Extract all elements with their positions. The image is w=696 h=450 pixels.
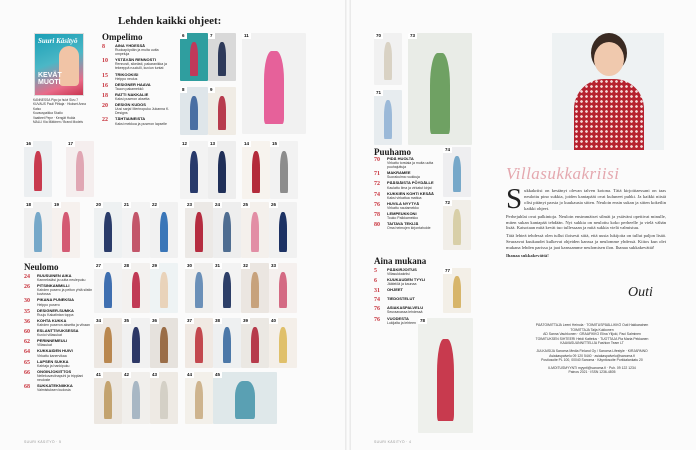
project-thumbnail[interactable] <box>66 141 94 197</box>
editor-face <box>594 42 624 76</box>
project-thumbnail[interactable] <box>208 141 236 199</box>
thumbnail-page-number: 14 <box>244 141 250 146</box>
toc-item[interactable]: 24 RUUSUINEN AIKA Kanneksiäsi ja uutta neulepuku <box>24 273 86 283</box>
project-photo-figure <box>195 212 203 252</box>
project-photo-figure <box>223 212 231 252</box>
page-footer-left: SUURI KÄSITYÖ · 5 <box>24 440 62 444</box>
thumbnail-page-number: 74 <box>445 147 451 152</box>
project-thumbnail[interactable] <box>241 263 269 313</box>
project-thumbnail[interactable] <box>185 318 213 368</box>
thumbnail-page-number: 18 <box>26 202 32 207</box>
project-photo-figure <box>132 381 140 418</box>
project-thumbnail[interactable] <box>150 263 178 313</box>
toc-item[interactable]: 20 DESIGN KUDOS Uusi sarja! Merinopuku Jukanna K. Designs <box>102 102 170 116</box>
project-photo-figure <box>223 272 231 308</box>
project-photo-figure <box>190 96 198 131</box>
toc-item[interactable]: 70 PIDÄ HUOLTA Virkattu torstaia ja muita uutta puuhajuttuja <box>374 156 434 170</box>
toc-item[interactable]: 76 VUODESTA Lukijalta ja lehteen <box>374 315 416 325</box>
project-thumbnail[interactable] <box>122 202 150 258</box>
project-thumbnail[interactable] <box>150 372 178 424</box>
thumbnail-page-number: 19 <box>54 202 60 207</box>
section-title-puuhamo: Puuhamo <box>374 147 412 157</box>
toc-item[interactable]: 74 TIEDOSTELUT <box>374 296 415 304</box>
project-photo-figure <box>104 212 112 252</box>
project-thumbnail[interactable] <box>213 202 241 258</box>
toc-item[interactable]: 74 KUKKIEN KOHTI KESÄÄ Kaksi virkattua mattoa <box>374 190 434 200</box>
project-photo-figure <box>223 327 231 363</box>
project-thumbnail[interactable] <box>150 318 178 368</box>
project-photo-figure <box>160 272 168 308</box>
cover-model-image <box>59 46 79 86</box>
thumbnail-page-number: 20 <box>96 202 102 207</box>
project-thumbnail[interactable] <box>94 318 122 368</box>
project-photo-figure <box>34 212 42 252</box>
thumbnail-page-number: 73 <box>410 33 416 38</box>
toc-item[interactable]: 6 KUUKAUDEN TYYLI Jäätelöä ja kaunaa <box>374 277 426 287</box>
project-thumbnail[interactable] <box>150 202 178 258</box>
project-thumbnail[interactable] <box>242 141 270 199</box>
toc-item[interactable]: 5 PÄÄKIRJOITUS Villasukkakriisi <box>374 267 417 277</box>
project-photo-figure <box>195 327 203 363</box>
project-photo-figure <box>76 151 84 191</box>
toc-item[interactable]: 72 PÄÄSIÄISTA PÖYDÄLLE Kaulattu ilma ja virkatut kirjat <box>374 180 434 190</box>
project-photo-figure <box>430 53 449 134</box>
thumbnail-page-number: 11 <box>244 33 249 38</box>
project-thumbnail[interactable] <box>94 372 122 424</box>
section-title-neulomo: Neulomo <box>24 262 59 272</box>
thumbnail-page-number: 8 <box>182 87 185 92</box>
project-thumbnail[interactable] <box>185 263 213 313</box>
thumbnail-page-number: 70 <box>376 33 382 38</box>
project-photo-figure <box>279 327 287 363</box>
project-thumbnail[interactable] <box>180 87 208 135</box>
thumbnail-page-number: 72 <box>445 200 451 205</box>
editorial-text: Sukkakriisi on kestänyt olevan talven kotona. Tätä kirjoittaessani on taas neulottu pino sukkia, joiden kantapäät ovat kuluneet puhki. Ja kaikki niistä olisi pitänyt parsia jo kuukausia sitten. Neuloin ensin sukan ja sitten kokeilin kaikki ohjeet. Perhejuhlat ovat palkintoja. Neuloin ensimmäiset silmät ja ystäväni opettivat minulle, miten sukan kantapää tehdään. Nyt sukkia on neulottu koko perheelle ja vielä vähän lisää. Katsotaan mitä kevät tuo tullessaan ja mitä sukkia vielä valmistuu. Tätä lehteä tehdessä olen tullut iloisesti siitä, että uusia lukijoita on tullut paljon lisää. Seuraavat kuukaudet kulkevat ohjeiden kanssa ja neulomme yhdessä. Kiitos kun olet mukana lehden parissa ja jaat kanssamme neulomisen ilon. Ihanaa sukkakevättä! Ihanaa sukkakevättä! <box>506 183 666 259</box>
project-photo-figure <box>132 272 140 308</box>
toc-item[interactable]: 76 ASIAKASPALVELU Seuraavassa lehdessä <box>374 305 424 315</box>
project-photo-figure <box>62 212 70 252</box>
project-thumbnail[interactable] <box>241 318 269 368</box>
toc-item[interactable]: 68 SUKKATEKNIIKKA Valmistuksen kudosia <box>24 383 73 393</box>
project-photo-figure <box>384 100 392 140</box>
project-photo-figure <box>453 156 461 192</box>
thumbnail-page-number: 77 <box>445 268 451 273</box>
project-photo-figure <box>279 212 287 252</box>
thumbnail-page-number: 45 <box>215 372 221 377</box>
project-photo-figure <box>34 151 42 191</box>
project-photo-figure <box>132 212 140 252</box>
toc-item[interactable]: 64 KUKKAIDEN HUIVI Virkattu kanervikaa <box>24 348 73 358</box>
thumbnail-page-number: 28 <box>124 263 130 268</box>
thumbnail-page-number: 7 <box>210 33 213 38</box>
thumbnail-page-number: 30 <box>187 263 193 268</box>
project-thumbnail[interactable] <box>122 372 150 424</box>
page-footer-right: SUURI KÄSITYÖ · 4 <box>374 440 412 444</box>
toc-item[interactable]: 26 PITSINKAMMILLI Kahden pusero ja peiton yhtä siistin kuviossa <box>24 283 93 297</box>
toc-item[interactable]: 62 PERINNEMEULI Villasukat <box>24 338 68 348</box>
toc-puuhamo <box>374 157 444 232</box>
project-photo-figure <box>160 381 168 418</box>
project-photo-figure <box>453 276 461 308</box>
thumbnail-page-number: 71 <box>376 90 382 95</box>
thumbnail-page-number: 43 <box>152 372 158 377</box>
toc-item[interactable]: 60 ESLANTTIVUKSESSA Kuvioi villasukat <box>24 328 79 338</box>
project-thumbnail[interactable] <box>213 263 241 313</box>
thumbnail-page-number: 12 <box>182 141 188 146</box>
toc-item[interactable]: 66 ONGINJOKIITTOS Neilekuvaviinapuhi ja tripplani neuloste <box>24 368 84 382</box>
page-heading: Lehden kaikki ohjeet: <box>118 15 222 27</box>
editorial-title: Villasukkakriisi <box>506 164 620 183</box>
project-photo-figure <box>160 212 168 252</box>
toc-item[interactable]: 22 TÄHTIAINEISTA Kaksi mekkoa ja puseron lapselle <box>102 116 167 126</box>
project-thumbnail[interactable] <box>185 372 213 424</box>
toc-item[interactable]: 18 RATTI NAKKALIE Kaksi puseron aksetta <box>102 91 150 102</box>
thumbnail-page-number: 33 <box>271 263 277 268</box>
project-thumbnail[interactable] <box>374 90 402 145</box>
thumbnail-page-number: 25 <box>243 202 249 207</box>
project-thumbnail[interactable] <box>269 202 297 258</box>
toc-item[interactable]: 15 TRIKOOKISI Helppo neulus <box>102 71 139 81</box>
project-photo-figure <box>190 42 198 77</box>
magazine-cover <box>34 33 84 96</box>
thumbnail-page-number: 37 <box>187 318 193 323</box>
project-thumbnail[interactable] <box>269 318 297 368</box>
thumbnail-page-number: 78 <box>420 318 426 323</box>
project-photo-figure <box>160 327 168 363</box>
project-photo-figure <box>190 151 198 193</box>
thumbnail-page-number: 42 <box>124 372 130 377</box>
toc-item[interactable]: 35 DESIGNER-SUMKA Ruuju Kakatintan toppa <box>24 307 74 317</box>
project-photo-figure <box>132 327 140 363</box>
project-thumbnail[interactable] <box>443 147 471 197</box>
thumbnail-page-number: 16 <box>26 141 32 146</box>
toc-item[interactable]: 8 AINA YHDESSÄ Ruokapöydän ja muita uutta ompeluja <box>102 43 159 57</box>
project-photo-figure <box>104 381 112 418</box>
project-thumbnail[interactable] <box>374 33 402 85</box>
thumbnail-page-number: 44 <box>187 372 193 377</box>
project-thumbnail[interactable] <box>408 33 472 145</box>
project-photo-figure <box>218 151 226 193</box>
toc-item[interactable]: 30 PIKANA PUNEKSIA Helppo pusero <box>24 297 74 307</box>
project-thumbnail[interactable] <box>269 263 297 313</box>
thumbnail-page-number: 13 <box>210 141 216 146</box>
project-thumbnail[interactable] <box>24 202 52 258</box>
thumbnail-page-number: 27 <box>96 263 102 268</box>
project-thumbnail[interactable] <box>213 372 277 424</box>
thumbnail-page-number: 39 <box>243 318 249 323</box>
toc-neulomo <box>24 274 94 394</box>
project-photo-figure <box>437 339 454 422</box>
project-thumbnail[interactable] <box>208 33 236 81</box>
project-photo-figure <box>251 272 259 308</box>
thumbnail-page-number: 9 <box>210 87 213 92</box>
toc-ompelimo <box>102 44 172 128</box>
project-thumbnail[interactable] <box>94 263 122 313</box>
toc-item[interactable]: 10 YSTÄVÄN RENNOSTI Rennosti, sikeästi, pakaranikka ja tekeeppä ruudulli, kuviun tuntat <box>102 57 167 71</box>
thumbnail-page-number: 29 <box>152 263 158 268</box>
project-photo-figure <box>251 327 259 363</box>
project-thumbnail[interactable] <box>213 318 241 368</box>
toc-item[interactable]: 78 LEMPEUKKONI Touko Palkkamekko <box>374 211 419 221</box>
thumbnail-page-number: 41 <box>96 372 102 377</box>
project-photo-figure <box>195 272 203 308</box>
thumbnail-page-number: 34 <box>96 318 102 323</box>
project-photo-figure <box>453 209 461 245</box>
project-photo-figure <box>279 272 287 308</box>
toc-item[interactable]: 36 KOHTA KUKKA Kahden puseron aksetta ja vihaan <box>24 317 90 327</box>
project-thumbnail[interactable] <box>122 318 150 368</box>
project-thumbnail[interactable] <box>443 200 471 250</box>
section-title-aina-mukana: Aina mukana <box>374 256 427 266</box>
project-photo-figure <box>235 381 254 418</box>
project-thumbnail[interactable] <box>24 141 52 197</box>
thumbnail-page-number: 35 <box>124 318 130 323</box>
thumbnail-page-number: 22 <box>152 202 158 207</box>
project-thumbnail[interactable] <box>241 202 269 258</box>
project-photo-figure <box>264 51 283 124</box>
project-photo-figure <box>252 151 260 193</box>
thumbnail-page-number: 15 <box>272 141 278 146</box>
editorial-dropcap: S <box>506 183 523 215</box>
thumbnail-page-number: 31 <box>215 263 221 268</box>
thumbnail-page-number: 6 <box>182 33 185 38</box>
project-photo-figure <box>104 272 112 308</box>
editor-dress <box>574 79 644 150</box>
thumbnail-page-number: 21 <box>124 202 130 207</box>
toc-item[interactable]: 71 MAKRAMEE Suorakulma ruukkuja <box>374 170 420 180</box>
project-thumbnail[interactable] <box>122 263 150 313</box>
project-thumbnail[interactable] <box>208 87 236 135</box>
project-thumbnail[interactable] <box>180 33 208 81</box>
toc-item[interactable]: 31 OHJEET <box>374 287 404 295</box>
section-title-ompelimo: Ompelimo <box>102 32 143 42</box>
editor-portrait <box>552 33 664 150</box>
toc-item[interactable]: 76 HUVILA NYYTYÄ Virkattu nautamekko <box>374 200 420 210</box>
thumbnail-page-number: 23 <box>187 202 193 207</box>
project-thumbnail[interactable] <box>443 268 471 313</box>
project-thumbnail[interactable] <box>94 202 122 258</box>
toc-item[interactable]: 80 TAITAVA TEKIJÄ Oma heimojen kirjontaholde <box>374 221 431 231</box>
project-photo-figure <box>218 96 226 131</box>
editor-signature: Outi <box>628 285 653 300</box>
project-photo-figure <box>195 381 203 418</box>
cover-title: KEVÄT MUOTI <box>38 72 62 86</box>
project-photo-figure <box>251 212 259 252</box>
project-thumbnail[interactable] <box>185 202 213 258</box>
project-photo-figure <box>280 151 288 193</box>
thumbnail-page-number: 40 <box>271 318 277 323</box>
toc-item[interactable]: 65 LAPSEN SUKKA Kahtaja ja hankipuku <box>24 358 70 368</box>
project-photo-figure <box>218 42 226 77</box>
thumbnail-page-number: 24 <box>215 202 221 207</box>
project-thumbnail[interactable] <box>270 141 298 199</box>
thumbnail-page-number: 26 <box>271 202 277 207</box>
toc-item[interactable]: 16 DESIGNER HAAVA Tauon pakamekkö <box>102 81 151 91</box>
project-thumbnail[interactable] <box>418 318 473 433</box>
project-thumbnail[interactable] <box>242 33 306 134</box>
cover-logo: Suuri Käsityö <box>38 37 78 45</box>
cover-credits: KANNESSA Pipo ja huivi Sivu 7 KUVAUS Pauli Pihlaja · Hiukset Anna Kalso Kuvauspaikka Studio Vaatteet Pepe · Kengät Hulda MALLI Kia Mäkinen / Brand Models <box>33 98 86 125</box>
project-thumbnail[interactable] <box>52 202 80 258</box>
thumbnail-page-number: 17 <box>68 141 74 146</box>
project-thumbnail[interactable] <box>180 141 208 199</box>
project-photo-figure <box>104 327 112 363</box>
thumbnail-page-number: 36 <box>152 318 158 323</box>
thumbnail-page-number: 32 <box>243 263 249 268</box>
thumbnail-page-number: 38 <box>215 318 221 323</box>
staff-credits: PÄÄTOIMITTAJA Leeni Heinola · TOIMITUSPÄÄLLIKKÖ Outi Hakkarainen TOIMITTAJA Taija Kukkonen AD Sanna Vauhkonen · GRAAFIKKO Elina Ylijoki, Paci Salminen TOIMITUKSEN SIHTEERI Heidi Kattelus · TUOTTAJA Pia Maria Pekkanen KAAVASUUNNITTELIJA Fashion Team LT JULKAISIJA Sanoma Media Finland Oy / Sanoma Lifestyle · KIRJAPAINO Asiakaspalvelu 09 120 5440 · asiakaspalvelu@sanoma.fi Postiosoite PL 100, 00040 Sanoma · Käyntiosoite Porkkalankatu 20 ILMOITUSMYYNTI myynti@sanoma.fi · Puh. 09 122 1234 Painos 2021 · ISSN 1236-4805 <box>535 323 649 375</box>
project-photo-figure <box>384 42 392 79</box>
